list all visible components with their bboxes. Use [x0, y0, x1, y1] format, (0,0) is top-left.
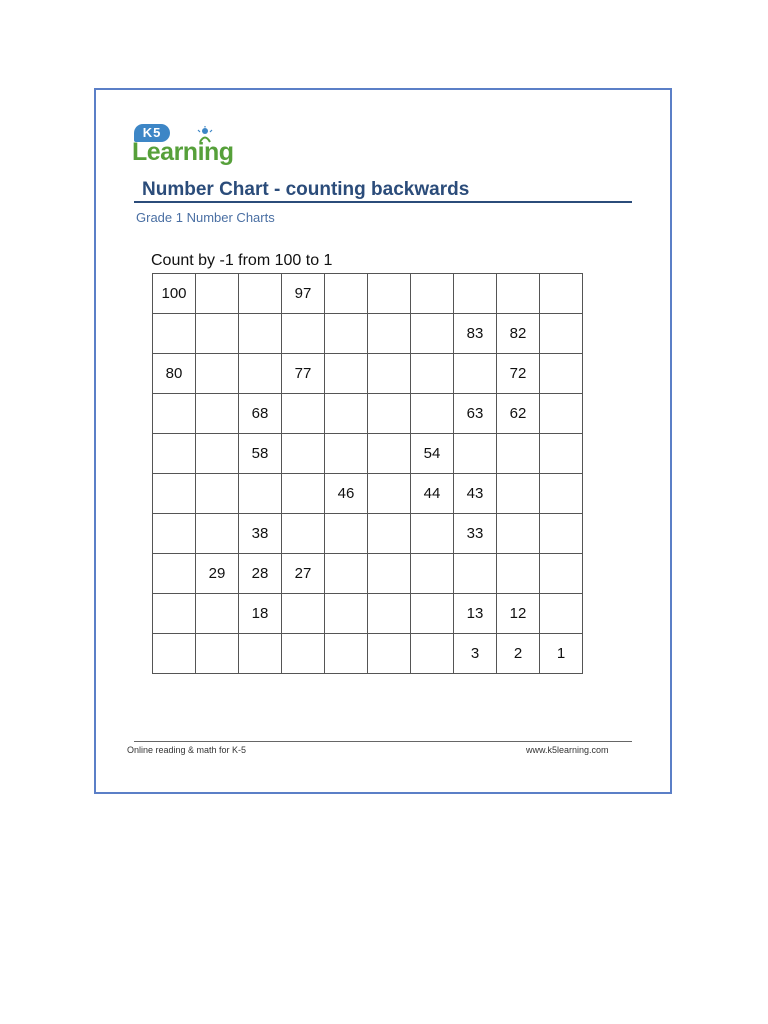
number-chart-grid: [152, 273, 583, 674]
grid-cell: 82: [497, 314, 540, 354]
grid-cell: [196, 434, 239, 474]
grid-cell: [325, 314, 368, 354]
grid-cell: [282, 634, 325, 674]
grid-cell: [411, 634, 454, 674]
grid-cell: [368, 274, 411, 314]
logo-badge: K5: [134, 124, 170, 142]
grid-cell: 68: [239, 394, 282, 434]
grid-cell: 54: [411, 434, 454, 474]
grid-cell: [153, 634, 196, 674]
grid-cell: 100: [153, 274, 196, 314]
grid-cell: [540, 514, 583, 554]
grid-cell: 3: [454, 634, 497, 674]
instruction-text: Count by -1 from 100 to 1: [151, 252, 333, 269]
grid-cell: 12: [497, 594, 540, 634]
grid-cell: 97: [282, 274, 325, 314]
grid-cell: [282, 594, 325, 634]
grid-cell: 18: [239, 594, 282, 634]
grid-cell: 63: [454, 394, 497, 434]
grid-cell: 80: [153, 354, 196, 394]
grid-cell: [196, 634, 239, 674]
grid-row: [153, 594, 583, 634]
grid-cell: [368, 354, 411, 394]
grid-cell: [454, 354, 497, 394]
grid-cell: [196, 394, 239, 434]
grid-row: [153, 554, 583, 594]
grid-cell: 1: [540, 634, 583, 674]
grid-cell: [153, 514, 196, 554]
grid-cell: [497, 474, 540, 514]
grid-cell: [540, 434, 583, 474]
grid-cell: [325, 274, 368, 314]
grid-cell: [196, 314, 239, 354]
grid-cell: [282, 314, 325, 354]
grid-cell: [196, 354, 239, 394]
person-icon: [196, 126, 214, 144]
grid-cell: 77: [282, 354, 325, 394]
grid-cell: [368, 634, 411, 674]
grid-cell: [325, 434, 368, 474]
grid-cell: [454, 434, 497, 474]
page-subtitle: Grade 1 Number Charts: [136, 210, 275, 225]
grid-row: [153, 434, 583, 474]
grid-cell: [196, 274, 239, 314]
grid-cell: [540, 474, 583, 514]
grid-cell: [196, 514, 239, 554]
grid-cell: [239, 354, 282, 394]
grid-row: [153, 474, 583, 514]
grid-cell: [497, 554, 540, 594]
grid-cell: [325, 594, 368, 634]
grid-cell: 62: [497, 394, 540, 434]
grid-cell: [239, 274, 282, 314]
grid-cell: [411, 594, 454, 634]
grid-cell: [368, 514, 411, 554]
grid-cell: [282, 474, 325, 514]
grid-cell: [325, 354, 368, 394]
grid-cell: [411, 274, 454, 314]
grid-cell: 44: [411, 474, 454, 514]
grid-cell: 28: [239, 554, 282, 594]
grid-cell: [196, 594, 239, 634]
grid-cell: [325, 514, 368, 554]
grid-cell: [368, 554, 411, 594]
k5-learning-logo: [132, 120, 252, 170]
grid-cell: 29: [196, 554, 239, 594]
grid-cell: [411, 554, 454, 594]
grid-cell: [239, 314, 282, 354]
grid-cell: [411, 354, 454, 394]
grid-cell: 46: [325, 474, 368, 514]
footer-divider: [134, 741, 632, 742]
grid-cell: [153, 594, 196, 634]
grid-cell: [239, 474, 282, 514]
grid-cell: [282, 434, 325, 474]
grid-row: [153, 514, 583, 554]
grid-cell: 33: [454, 514, 497, 554]
grid-cell: [153, 314, 196, 354]
grid-cell: 13: [454, 594, 497, 634]
grid-cell: [540, 314, 583, 354]
title-divider: [134, 201, 632, 203]
grid-cell: [325, 394, 368, 434]
grid-cell: [411, 514, 454, 554]
grid-cell: [540, 274, 583, 314]
grid-row: [153, 394, 583, 434]
page-title: Number Chart - counting backwards: [142, 179, 470, 200]
grid-cell: [282, 394, 325, 434]
footer-website: www.k5learning.com: [526, 745, 609, 755]
grid-cell: [196, 474, 239, 514]
grid-cell: [153, 554, 196, 594]
grid-cell: [540, 354, 583, 394]
grid-cell: [454, 554, 497, 594]
grid-cell: [153, 394, 196, 434]
grid-cell: [540, 394, 583, 434]
grid-cell: 58: [239, 434, 282, 474]
grid-cell: [540, 554, 583, 594]
grid-cell: 83: [454, 314, 497, 354]
grid-cell: 38: [239, 514, 282, 554]
grid-cell: [368, 394, 411, 434]
grid-cell: 43: [454, 474, 497, 514]
grid-cell: [368, 474, 411, 514]
grid-cell: [153, 434, 196, 474]
grid-cell: 2: [497, 634, 540, 674]
grid-cell: [497, 434, 540, 474]
grid-cell: [153, 474, 196, 514]
grid-cell: [325, 634, 368, 674]
grid-cell: [454, 274, 497, 314]
grid-row: [153, 354, 583, 394]
grid-row: [153, 634, 583, 674]
grid-cell: [239, 634, 282, 674]
grid-cell: [411, 314, 454, 354]
grid-row: [153, 314, 583, 354]
grid-cell: [368, 314, 411, 354]
grid-cell: 72: [497, 354, 540, 394]
grid-cell: [368, 594, 411, 634]
grid-cell: [325, 554, 368, 594]
logo-word: Learning: [132, 138, 234, 166]
grid-cell: [497, 514, 540, 554]
footer-tagline: Online reading & math for K-5: [127, 745, 247, 755]
grid-cell: [368, 434, 411, 474]
grid-cell: [497, 274, 540, 314]
grid-cell: [411, 394, 454, 434]
grid-cell: 27: [282, 554, 325, 594]
grid-cell: [540, 594, 583, 634]
grid-row: [153, 274, 583, 314]
grid-cell: [282, 514, 325, 554]
